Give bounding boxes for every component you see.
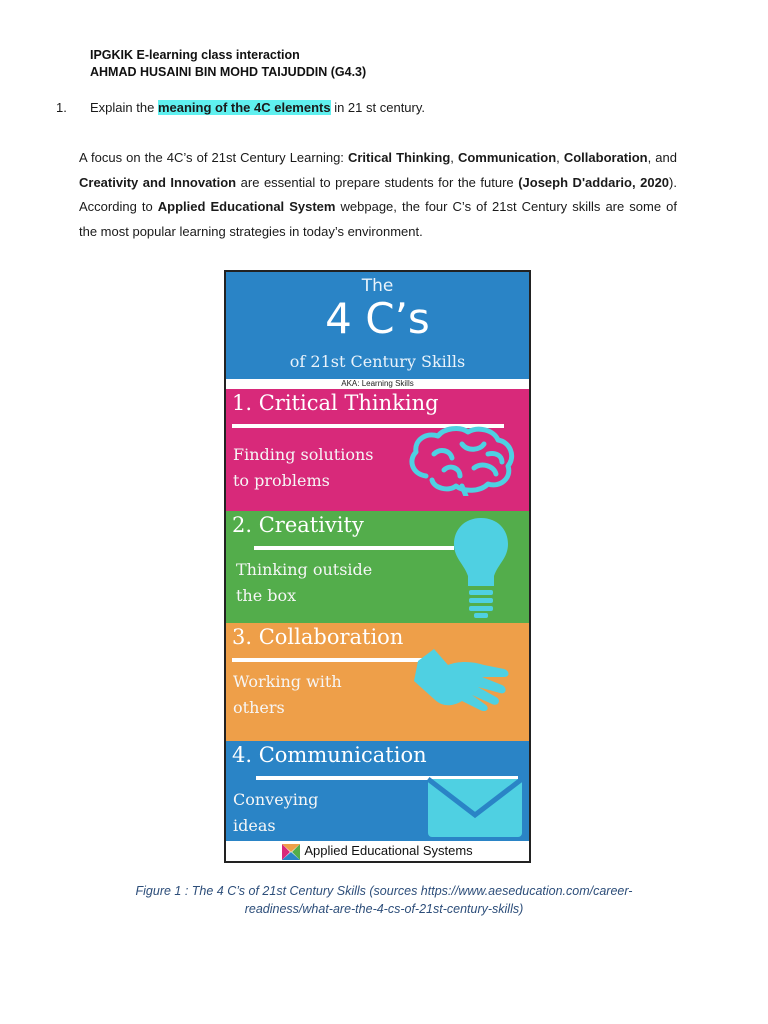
para-bold-critical-thinking: Critical Thinking [347,150,451,165]
section-desc-line-1: Thinking outside [236,560,373,579]
hand-icon [412,647,512,717]
brain-icon [404,424,520,496]
section-description [236,557,372,609]
section-divider [254,546,454,550]
section-desc-line-2: others [233,698,285,717]
para-text: , [450,150,458,165]
para-text: , and [647,150,677,165]
header-line-2: AHMAD HUSAINI BIN MOHD TAIJUDDIN (G4.3) [90,65,367,79]
para-bold-creativity: Creativity and Innovation [79,174,237,190]
footer-text: Applied Educational Systems [304,843,473,858]
infographic-footer [226,841,529,861]
four-cs-infographic [224,270,531,863]
question-suffix: in 21 st century. [330,100,426,115]
section-desc-line-2: ideas [233,816,276,835]
section-desc-line-1: Working with [233,672,342,691]
answer-paragraph [79,146,677,244]
infographic-title-block [226,272,529,379]
para-text: , [556,150,564,165]
section-description [233,669,342,721]
document-header [90,47,366,81]
caption-line-1: Figure 1 : The 4 C’s of 21st Century Skills (sources https://www.aeseducation.com/career- [135,884,633,898]
para-text: A focus on the 4C’s of 21st Century Learning: [79,150,348,165]
infographic-big-title: 4 C’s [325,294,430,343]
section-communication [226,741,529,841]
section-collaboration [226,623,529,741]
infographic-the: The [361,276,394,296]
lightbulb-icon [452,516,510,620]
para-bold-citation: (Joseph D'addario, 2020 [518,174,670,190]
question-number: 1. [56,100,67,115]
section-desc-line-1: Finding solutions [233,445,374,464]
section-desc-line-2: the box [236,586,297,605]
header-line-1: IPGKIK E-learning class interaction [90,48,300,62]
section-divider [232,658,432,662]
infographic-subtitle: of 21st Century Skills [289,352,466,371]
figure-caption [110,882,658,918]
caption-line-2: readiness/what-are-the-4-cs-of-21st-century-skills) [244,902,524,916]
para-bold-source: Applied Educational System [157,199,336,214]
para-bold-collaboration: Collaboration [563,150,648,165]
para-text: are essential to prepare students for the future [236,174,519,190]
section-critical-thinking [226,389,529,511]
infographic-aka: AKA: Learning Skills [226,379,529,389]
question-1 [56,99,425,116]
section-desc-line-2: to problems [233,471,330,490]
question-prefix: Explain the [90,100,158,115]
section-title: 4. Communication [232,743,427,767]
section-title: 2. Creativity [232,513,364,537]
section-title: 3. Collaboration [232,625,404,649]
section-creativity [226,511,529,623]
envelope-icon [426,775,524,839]
section-title: 1. Critical Thinking [232,391,439,415]
section-desc-line-1: Conveying [233,790,319,809]
aes-logo-icon [282,844,300,860]
para-text: webpage, the four C’s of 21st Century skills are some of the most popular learning strategies in today’s environment. [79,199,677,239]
para-bold-communication: Communication [457,150,557,165]
question-highlight: meaning of the 4C elements [157,100,331,115]
para-text: ). According to [79,174,677,214]
section-description [233,442,373,494]
section-description [233,787,318,839]
